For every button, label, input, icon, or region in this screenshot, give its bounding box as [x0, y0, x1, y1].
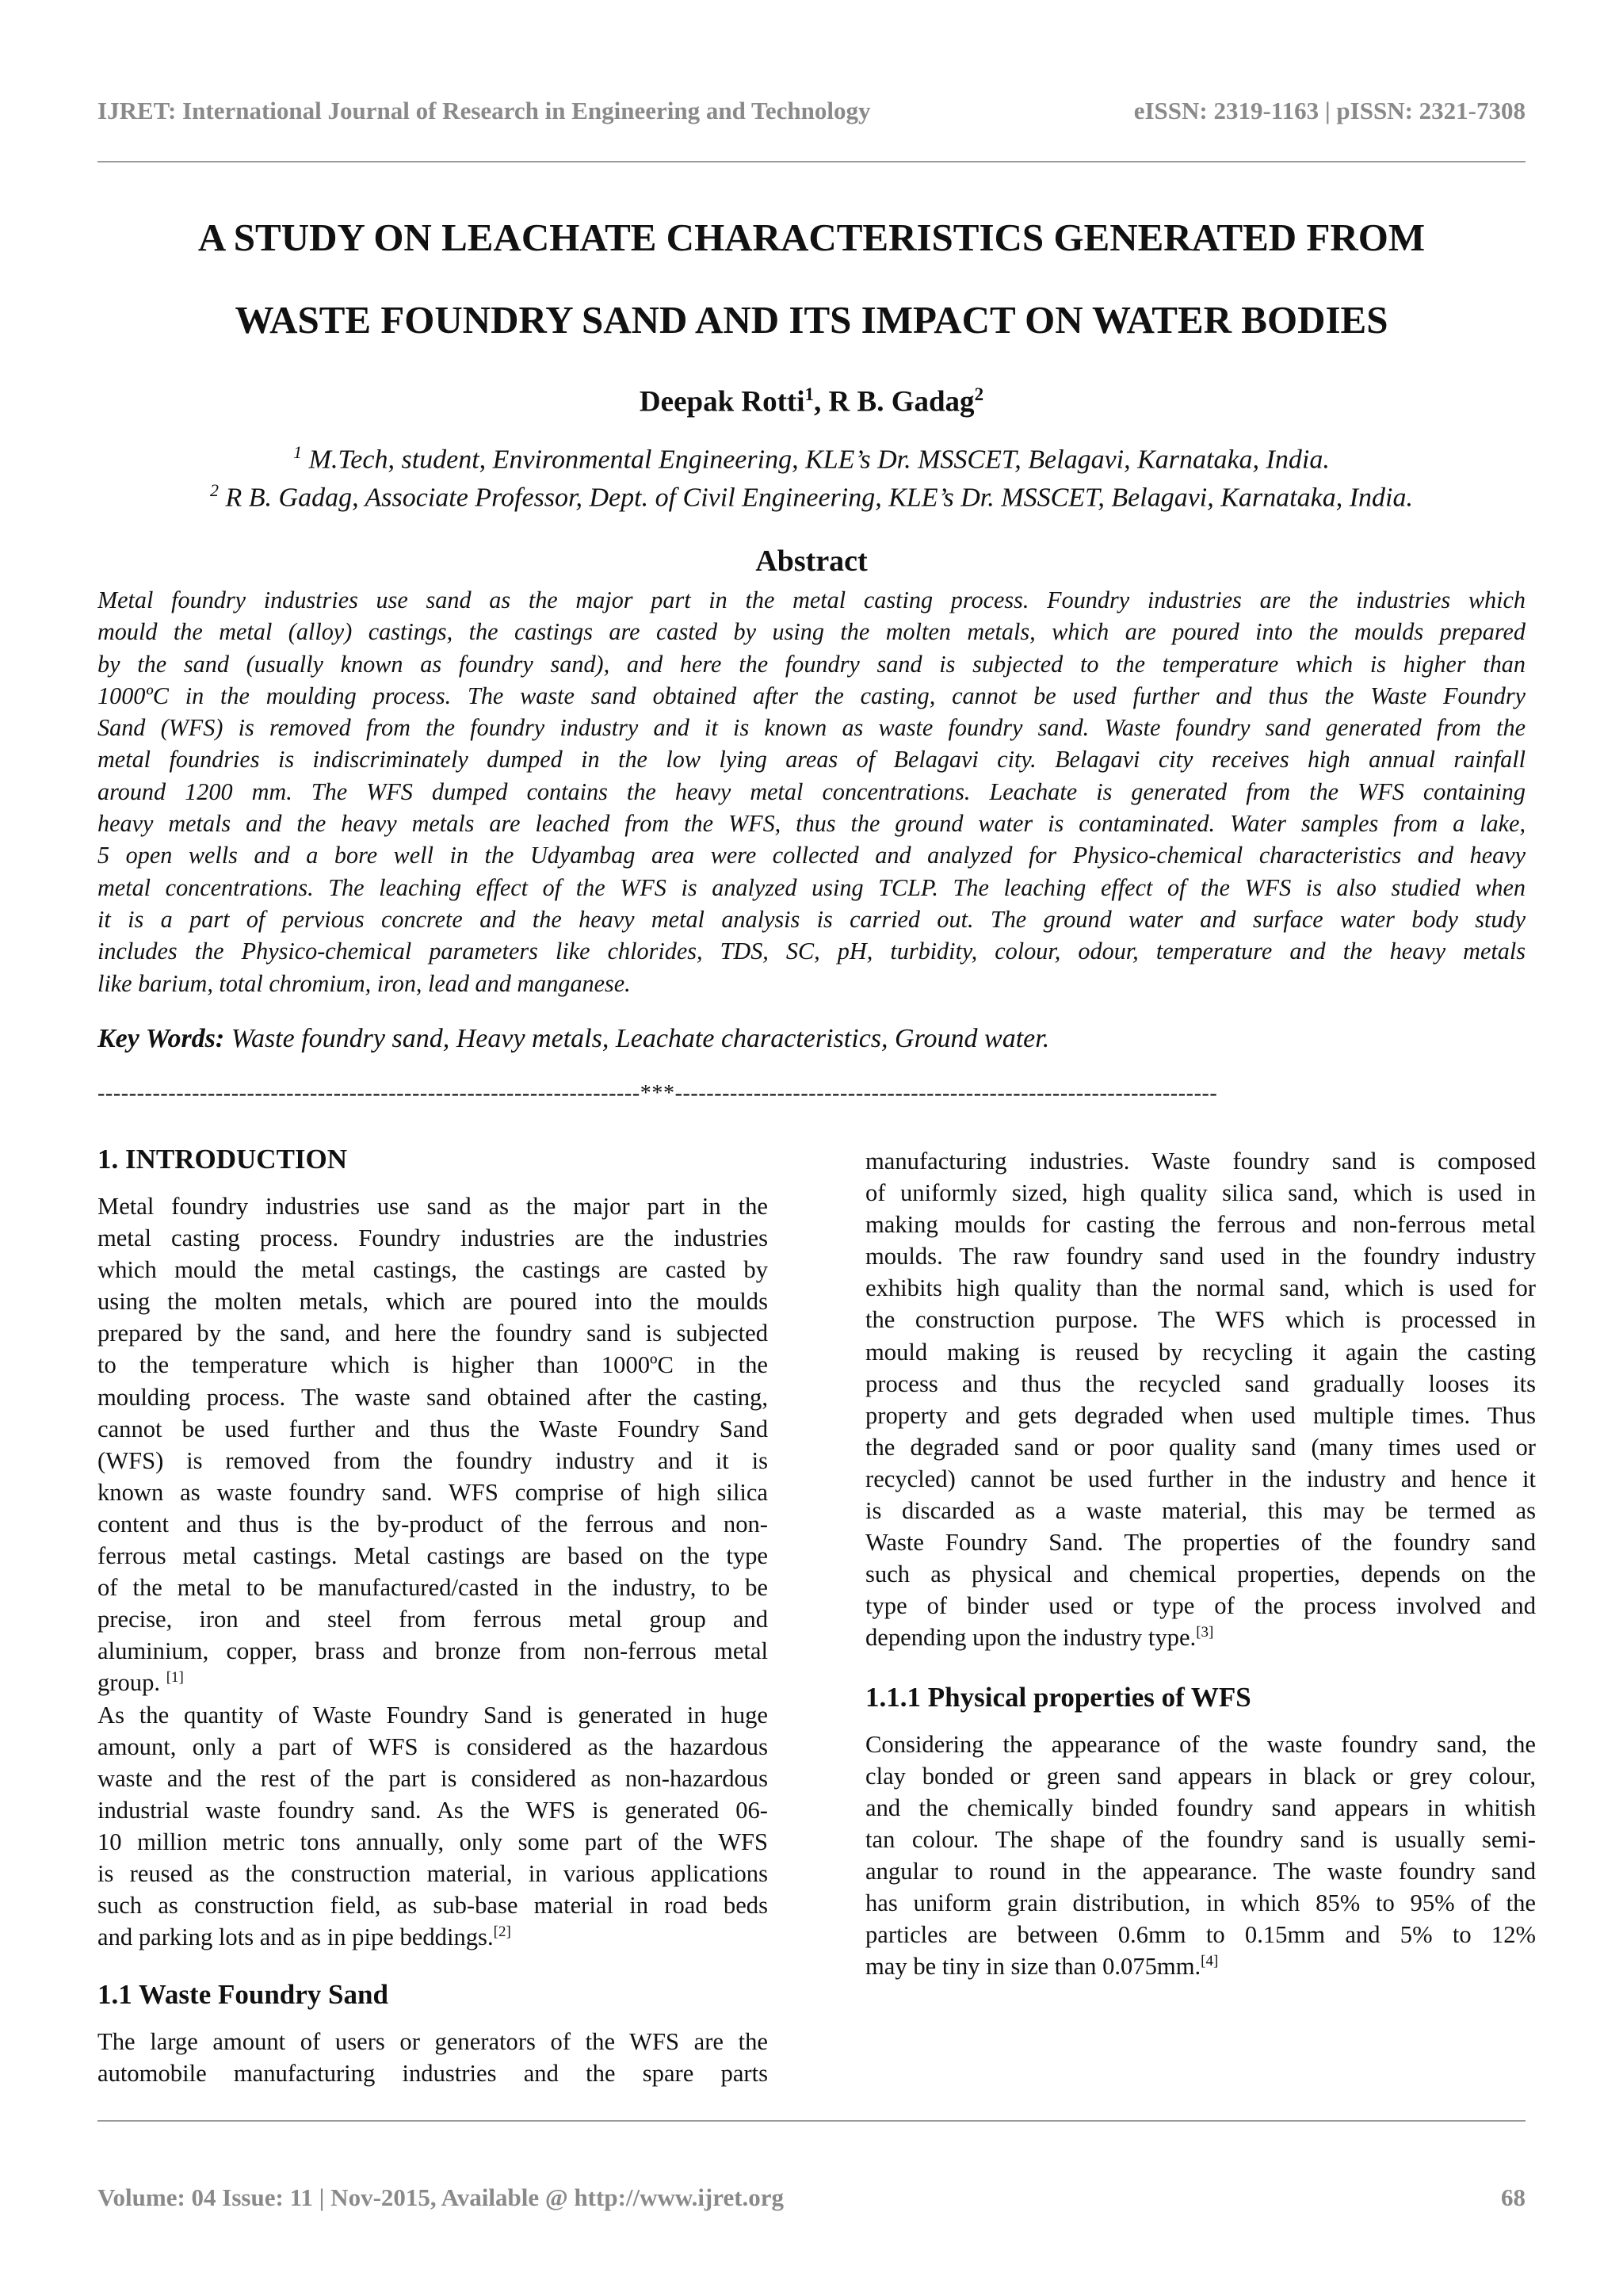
- body-line: clay bonded or green sand appears in black or grey colour,: [865, 1762, 1536, 1790]
- abstract-line: by the sand (usually known as foundry sand), and here the foundry sand is subjected to the temperature which is higher than: [97, 650, 1526, 678]
- body-line: of the metal to be manufactured/casted in the industry, to be: [97, 1574, 768, 1602]
- body-line: 10 million metric tons annually, only some part of the WFS: [97, 1828, 768, 1855]
- abstract-line: it is a part of pervious concrete and the heavy metal analysis is carried out. The ground water and surface water body study: [97, 905, 1526, 933]
- body-line: such as construction field, as sub-base material in road beds: [97, 1892, 768, 1920]
- body-text: depending upon the industry type.: [865, 1624, 1197, 1652]
- body-line: waste and the rest of the part is considered as non-hazardous: [97, 1764, 768, 1792]
- body-line: Metal foundry industries use sand as the major part in the: [97, 1193, 768, 1220]
- body-line: type of binder used or type of the process involved and: [865, 1592, 1536, 1620]
- affiliation-1: [97, 436, 1526, 476]
- citation-ref: [4]: [1201, 1952, 1219, 1969]
- author-1-mark: 1: [804, 384, 815, 404]
- page-number: 68: [1501, 2183, 1526, 2211]
- author-2: R B. Gadag: [828, 385, 975, 418]
- citation-ref: [2]: [493, 1923, 511, 1940]
- author-1: Deepak Rotti: [639, 385, 805, 418]
- body-line: The large amount of users or generators of the WFS are the: [97, 2028, 768, 2056]
- abstract-line: heavy metals and the heavy metals are leached from the WFS, thus the ground water is contaminated. Water samples from a lake,: [97, 810, 1526, 838]
- body-line: the degraded sand or poor quality sand (many times used or: [865, 1433, 1536, 1461]
- abstract-line: Sand (WFS) is removed from the foundry industry and it is known as waste foundry sand. Waste foundry sand generated from the: [97, 714, 1526, 742]
- citation-ref: [1]: [166, 1669, 184, 1687]
- abstract-line: 1000ºC in the moulding process. The waste sand obtained after the casting, cannot be used further and thus the Waste Foundry: [97, 682, 1526, 709]
- body-line: recycled) cannot be used further in the industry and hence it: [865, 1465, 1536, 1492]
- body-line: process and thus the recycled sand gradually looses its: [865, 1370, 1536, 1397]
- paper-title: [97, 197, 1526, 361]
- title-line-1: A STUDY ON LEACHATE CHARACTERISTICS GENERATED FROM: [197, 216, 1426, 259]
- body-line: using the molten metals, which are poured into the moulds: [97, 1288, 768, 1316]
- body-line: Considering the appearance of the waste foundry sand, the: [865, 1730, 1536, 1758]
- body-line: moulding process. The waste sand obtained after the casting,: [97, 1383, 768, 1411]
- body-line: (WFS) is removed from the foundry industry and it is: [97, 1446, 768, 1474]
- body-line: and the chemically binded foundry sand appears in whitish: [865, 1794, 1536, 1821]
- affiliation-2: [97, 474, 1526, 514]
- affiliation-2-mark: 2: [210, 480, 220, 500]
- keywords: [97, 1021, 1526, 1057]
- body-line: has uniform grain distribution, in which 85% to 95% of the: [865, 1889, 1536, 1916]
- abstract-line: metal concentrations. The leaching effect of the WFS is analyzed using TCLP. The leaching effect of the WFS is also studied when: [97, 873, 1526, 901]
- body-line: industrial waste foundry sand. As the WFS is generated 06-: [97, 1796, 768, 1824]
- title-line-2: WASTE FOUNDRY SAND AND ITS IMPACT ON WATER BODIES: [235, 298, 1388, 342]
- abstract-line: metal foundries is indiscriminately dumped in the low lying areas of Belagavi city. Belagavi city receives high annual rainfall: [97, 746, 1526, 774]
- citation-ref: [3]: [1196, 1624, 1214, 1641]
- introduction-heading: 1. INTRODUCTION: [97, 1144, 348, 1175]
- abstract-line: 5 open wells and a bore well in the Udyambag area were collected and analyzed for Physico-chemical characteristics and heavy: [97, 842, 1526, 869]
- abstract-heading: Abstract: [755, 544, 868, 578]
- header-rule: [97, 161, 1526, 162]
- body-line: moulds. The raw foundry sand used in the foundry industry: [865, 1243, 1536, 1270]
- body-text: may be tiny in size than 0.075mm.: [865, 1953, 1201, 1981]
- body-line: cannot be used further and thus the Waste Foundry Sand: [97, 1415, 768, 1442]
- body-line: of uniformly sized, high quality silica sand, which is used in: [865, 1179, 1536, 1207]
- body-line: content and thus is the by-product of the ferrous and non-: [97, 1510, 768, 1538]
- issn: eISSN: 2319-1163 | pISSN: 2321-7308: [1133, 97, 1526, 124]
- affiliation-1-text: M.Tech, student, Environmental Engineering, KLE’s Dr. MSSCET, Belagavi, Karnataka, India.: [302, 445, 1330, 475]
- abstract-body: [97, 584, 1526, 999]
- body-line: manufacturing industries. Waste foundry sand is composed: [865, 1148, 1536, 1175]
- body-line: mould making is reused by recycling it again the casting: [865, 1338, 1536, 1366]
- abstract-line: includes the Physico-chemical parameters like chlorides, TDS, SC, pH, turbidity, colour, odour, temperature and the heavy metals: [97, 938, 1526, 965]
- body-text: and parking lots and as in pipe beddings.: [97, 1924, 494, 1951]
- footer-rule: [97, 2120, 1526, 2122]
- abstract-line: like barium, total chromium, iron, lead and manganese.: [97, 969, 631, 997]
- authors: [97, 376, 1526, 421]
- body-line: tan colour. The shape of the foundry sand is usually semi-: [865, 1825, 1536, 1853]
- keywords-label: Key Words:: [97, 1024, 225, 1053]
- abstract-line: around 1200 mm. The WFS dumped contains the heavy metal concentrations. Leachate is generated from the WFS containing: [97, 777, 1526, 805]
- author-separator: ,: [814, 385, 829, 418]
- body-line: [97, 1667, 768, 1698]
- body-line: making moulds for casting the ferrous and non-ferrous metal: [865, 1211, 1536, 1239]
- body-line: to the temperature which is higher than 1000ºC in the: [97, 1351, 768, 1379]
- abstract-line: Metal foundry industries use sand as the major part in the metal casting process. Foundry industries are the industries which: [97, 586, 1526, 613]
- body-line: prepared by the sand, and here the foundry sand is subjected: [97, 1320, 768, 1347]
- author-2-mark: 2: [974, 384, 984, 404]
- body-line: such as physical and chemical properties, depends on the: [865, 1561, 1536, 1588]
- right-column: [865, 1145, 1536, 1982]
- body-line: [865, 1950, 1536, 1982]
- left-column: [97, 1141, 768, 2089]
- body-line: automobile manufacturing industries and the spare parts: [97, 2060, 768, 2088]
- affiliation-2-text: R B. Gadag, Associate Professor, Dept. of Civil Engineering, KLE’s Dr. MSSCET, Belagavi, Karnataka, India.: [219, 483, 1413, 513]
- body-line: angular to round in the appearance. The waste foundry sand: [865, 1857, 1536, 1885]
- body-line: particles are between 0.6mm to 0.15mm and 5% to 12%: [865, 1921, 1536, 1949]
- section-divider: ---------------------------------------------------------------------***---------------------------------------------------------------------: [97, 1081, 1218, 1106]
- waste-foundry-sand-heading: 1.1 Waste Foundry Sand: [97, 1979, 388, 2011]
- body-text: group.: [97, 1669, 161, 1697]
- body-line: precise, iron and steel from ferrous metal group and: [97, 1606, 768, 1633]
- body-line: is discarded as a waste material, this may be termed as: [865, 1497, 1536, 1525]
- body-line: Waste Foundry Sand. The properties of the foundry sand: [865, 1529, 1536, 1557]
- body-line: ferrous metal castings. Metal castings are based on the type: [97, 1542, 768, 1570]
- body-line: metal casting process. Foundry industries are the industries: [97, 1224, 768, 1252]
- abstract-line: mould the metal (alloy) castings, the castings are casted by using the molten metals, which are poured into the moulds prepared: [97, 618, 1526, 646]
- body-line: is reused as the construction material, in various applications: [97, 1859, 768, 1887]
- affiliation-1-mark: 1: [293, 442, 303, 462]
- physical-properties-heading: 1.1.1 Physical properties of WFS: [865, 1681, 1251, 1713]
- body-line: [865, 1622, 1536, 1653]
- journal-name: IJRET: International Journal of Research in Engineering and Technology: [97, 97, 871, 124]
- footer-volume: Volume: 04 Issue: 11 | Nov-2015, Available @ http://www.ijret.org: [97, 2183, 785, 2211]
- body-line: property and gets degraded when used multiple times. Thus: [865, 1401, 1536, 1429]
- body-line: [97, 1921, 768, 1953]
- body-line: As the quantity of Waste Foundry Sand is generated in huge: [97, 1701, 768, 1729]
- body-line: the construction purpose. The WFS which is processed in: [865, 1306, 1536, 1334]
- body-line: amount, only a part of WFS is considered as the hazardous: [97, 1733, 768, 1760]
- keywords-text: Waste foundry sand, Heavy metals, Leachate characteristics, Ground water.: [224, 1024, 1050, 1053]
- body-line: exhibits high quality than the normal sand, which is used for: [865, 1274, 1536, 1302]
- body-line: which mould the metal castings, the castings are casted by: [97, 1256, 768, 1284]
- body-line: known as waste foundry sand. WFS comprise of high silica: [97, 1478, 768, 1506]
- body-line: aluminium, copper, brass and bronze from non-ferrous metal: [97, 1637, 768, 1665]
